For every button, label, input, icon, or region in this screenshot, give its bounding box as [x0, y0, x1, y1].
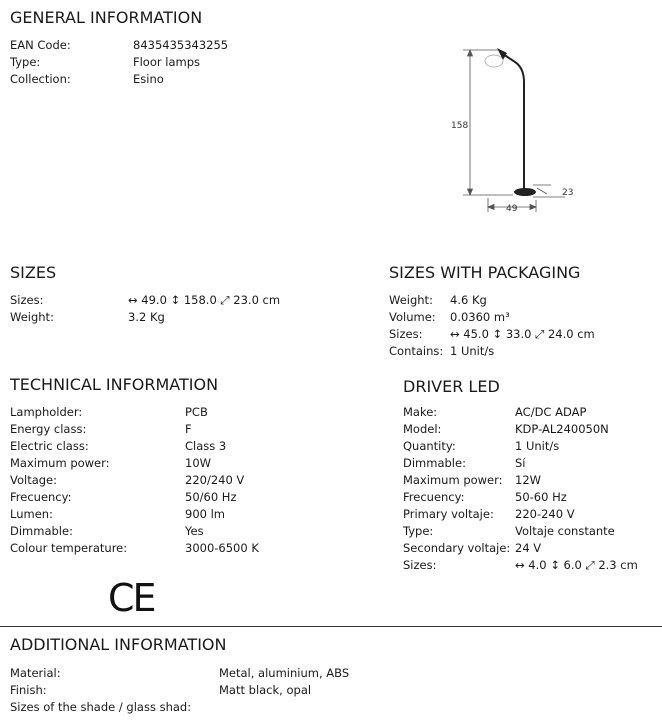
technical-key: Lumen:	[10, 507, 53, 521]
packaging-value: 1 Unit/s	[450, 344, 495, 358]
driver-key: Type:	[403, 524, 434, 538]
technical-value: PCB	[185, 405, 208, 419]
technical-row	[10, 506, 350, 523]
general-key: Type:	[10, 55, 41, 69]
driver-title: DRIVER LED	[403, 377, 500, 396]
technical-key: Voltage:	[10, 473, 58, 487]
general-title: GENERAL INFORMATION	[10, 8, 203, 27]
packaging-value: 0.0360 m³	[450, 310, 510, 324]
driver-value: 24 V	[515, 541, 542, 555]
driver-row	[403, 506, 653, 523]
general-key: EAN Code:	[10, 38, 71, 52]
lamp-diffuser-icon	[485, 55, 503, 67]
technical-value: 900 lm	[185, 507, 226, 521]
driver-key: Secondary voltaje:	[403, 541, 511, 555]
packaging-title: SIZES WITH PACKAGING	[389, 263, 581, 282]
driver-row	[403, 438, 653, 455]
technical-key: Dimmable:	[10, 524, 73, 538]
general-row	[10, 71, 310, 88]
additional-row	[10, 682, 410, 699]
technical-value: 10W	[185, 456, 212, 470]
driver-value: Voltaje constante	[515, 524, 615, 538]
sizes-key: Weight:	[10, 310, 54, 324]
general-value: Floor lamps	[133, 55, 201, 69]
additional-key: Finish:	[10, 683, 47, 697]
additional-value: Metal, aluminium, ABS	[219, 666, 350, 680]
technical-row	[10, 540, 350, 557]
additional-key: Material:	[10, 666, 61, 680]
technical-key: Lampholder:	[10, 405, 83, 419]
sizes-row	[10, 309, 310, 326]
packaging-key: Weight:	[389, 293, 433, 307]
technical-key: Energy class:	[10, 422, 87, 436]
driver-value: 220-240 V	[515, 507, 575, 521]
additional-value: Matt black, opal	[219, 683, 312, 697]
additional-key: Sizes of the shade / glass shad:	[10, 700, 192, 714]
technical-row	[10, 455, 350, 472]
packaging-row	[389, 343, 649, 360]
driver-row	[403, 455, 653, 472]
general-row	[10, 54, 310, 71]
technical-value: Class 3	[185, 439, 227, 453]
additional-title: ADDITIONAL INFORMATION	[10, 635, 227, 654]
technical-row	[10, 523, 350, 540]
driver-key: Primary voltaje:	[403, 507, 494, 521]
width-label: 49	[506, 204, 518, 214]
sizes-value: 3.2 Kg	[128, 310, 165, 324]
driver-value: ↔ 4.0 ↕ 6.0 ⤢ 2.3 cm	[515, 558, 638, 572]
general-value: 8435435343255	[133, 38, 229, 52]
driver-row	[403, 489, 653, 506]
general-key: Collection:	[10, 72, 71, 86]
driver-row	[403, 540, 653, 557]
driver-key: Frecuency:	[403, 490, 465, 504]
driver-value: AC/DC ADAP	[515, 405, 587, 419]
ce-mark-icon: CE	[108, 576, 155, 620]
sizes-value: ↔ 49.0 ↕ 158.0 ⤢ 23.0 cm	[128, 293, 281, 307]
technical-key: Colour temperature:	[10, 541, 128, 555]
driver-value: 50-60 Hz	[515, 490, 567, 504]
technical-row	[10, 472, 350, 489]
technical-key: Maximum power:	[10, 456, 110, 470]
driver-key: Make:	[403, 405, 438, 419]
driver-key: Maximum power:	[403, 473, 503, 487]
driver-value: KDP-AL240050N	[515, 422, 609, 436]
driver-row	[403, 421, 653, 438]
driver-row	[403, 523, 653, 540]
depth-label: 23	[562, 188, 574, 198]
lamp-base-icon	[514, 188, 536, 196]
driver-row	[403, 472, 653, 489]
lamp-drawing	[445, 40, 585, 220]
driver-key: Model:	[403, 422, 442, 436]
driver-row	[403, 404, 653, 421]
packaging-row	[389, 292, 649, 309]
sizes-row	[10, 292, 310, 309]
technical-title: TECHNICAL INFORMATION	[10, 375, 219, 394]
technical-value: Yes	[185, 524, 204, 538]
driver-key: Sizes:	[403, 558, 437, 572]
additional-row	[10, 665, 410, 682]
driver-value: 1 Unit/s	[515, 439, 560, 453]
additional-row	[10, 699, 410, 716]
technical-row	[10, 421, 350, 438]
section-divider	[0, 626, 662, 627]
packaging-key: Contains:	[389, 344, 444, 358]
height-label: 158	[451, 121, 469, 131]
sizes-title: SIZES	[10, 263, 57, 282]
general-value: Esino	[133, 72, 164, 86]
technical-value: F	[185, 422, 192, 436]
packaging-value: 4.6 Kg	[450, 293, 487, 307]
driver-value: Sí	[515, 456, 526, 470]
technical-row	[10, 438, 350, 455]
sizes-key: Sizes:	[10, 293, 44, 307]
packaging-value: ↔ 45.0 ↕ 33.0 ⤢ 24.0 cm	[450, 327, 595, 341]
packaging-key: Volume:	[389, 310, 436, 324]
packaging-row	[389, 326, 649, 343]
technical-value: 220/240 V	[185, 473, 245, 487]
technical-row	[10, 489, 350, 506]
driver-value: 12W	[515, 473, 542, 487]
technical-row	[10, 404, 350, 421]
packaging-row	[389, 309, 649, 326]
technical-value: 50/60 Hz	[185, 490, 237, 504]
driver-key: Dimmable:	[403, 456, 466, 470]
packaging-key: Sizes:	[389, 327, 423, 341]
technical-key: Frecuency:	[10, 490, 72, 504]
technical-value: 3000-6500 K	[185, 541, 259, 555]
general-row	[10, 37, 310, 54]
driver-row	[403, 557, 653, 574]
driver-key: Quantity:	[403, 439, 456, 453]
technical-key: Electric class:	[10, 439, 89, 453]
